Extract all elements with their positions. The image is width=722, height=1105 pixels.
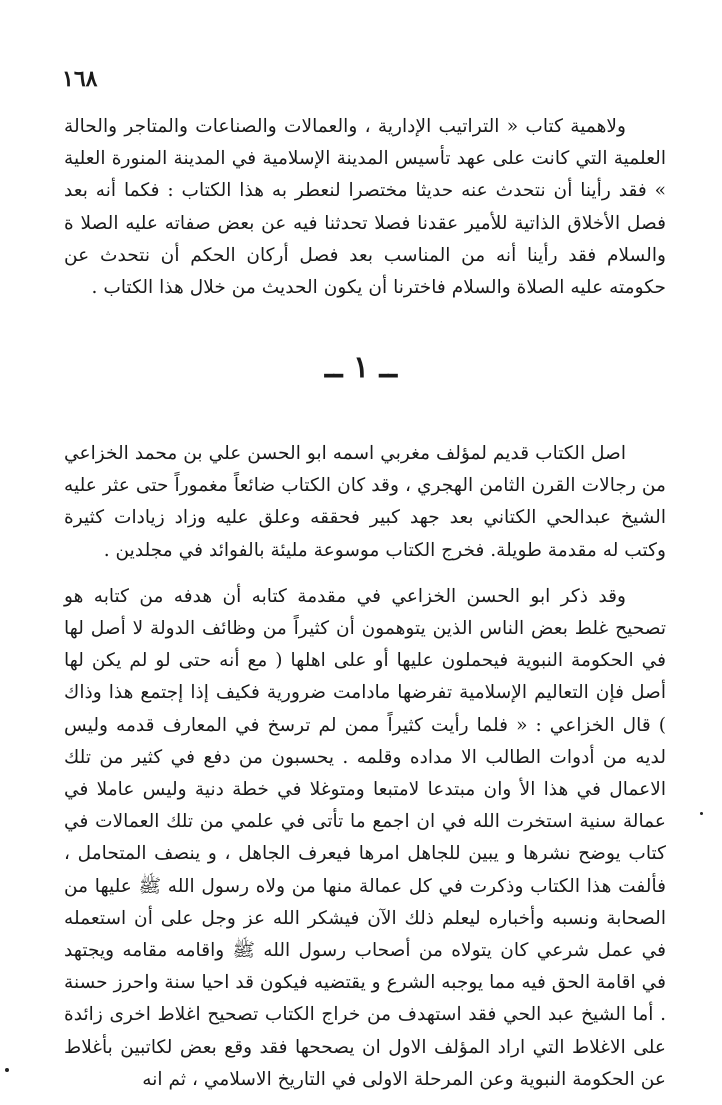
intro-block [64,111,666,304]
scan-speck [700,812,703,815]
intro-paragraph: ولاهمية كتاب « التراتيب الإدارية ، والعمالات والصناعات والمتاجر والحالة العلمية التي كانت على عهد تأسيس المدينة الإسلامية في المدينة المنورة العلية » فقد رأينا أن نتحدث عنه حديثا مختصرا لنعطر به هذا الكتاب : فكما أنه بعد فصل الأخلاق الذاتية للأمير عقدنا فصلا تحدثنا فيه عن بعض صفاته عليه الصلا ة والسلام فقد رأينا أنه من المناسب بعد فصل أركان الحكم أن نتحدث عن حكومته عليه الصلاة والسلام فاخترنا أن يكون الحديث من خلال هذا الكتاب . [64,116,666,299]
body-text-block [64,438,666,1096]
page-number: ١٦٨ [62,66,98,92]
body-paragraph-2: وقد ذكر ابو الحسن الخزاعي في مقدمة كتابه أن هدفه من كتابه هو تصحيح غلط بعض الناس الذين يتوهمون أن كثيراً من وظائف الدولة لا أصل لها في الحكومة النبوية فيحملون عليها أو على اهلها ( مع أنه حتى لو لم يكن لها أصل فإن التعاليم الإسلامية تفرضها مادامت ضرورية فكيف إذا إجتمع هذا وذاك ) قال الخزاعي : « فلما رأيت كثيراً ممن لم ترسخ في المعارف قدمه وليس لديه من أدوات الطالب الا مداده وقلمه . يحسبون من دفع في كثير من تلك الاعمال في هذا الأ وان مبتدعا لامتبعا ومتوغلا في خطة دنية وليس عاملا في عمالة سنية استخرت الله في ان اجمع ما تأتى في علمي من تلك العمالات في كتاب يوضح نشرها و يبين للجاهل امرها فيعرف الجاهل ، و ينصف المتحامل ، فألفت هذا الكتاب وذكرت في كل عمالة منها من ولاه رسول الله ﷺ عليها من الصحابة ونسبه وأخباره ليعلم ذلك الآن فيشكر الله عز وجل على أن استعمله في عمل شرعي كان يتولاه من أصحاب رسول الله ﷺ واقامه مقامه ويجتهد في اقامة الحق فيه مما يوجبه الشرع و يقتضيه فيكون قد احيا سنة واحرز حسنة . أما الشيخ عبد الحي فقد استهدف من خراج الكتاب تصحيح اغلاط اخرى زائدة على الاغلاط التي اراد المؤلف الاول ان يصححها فقد وقع بعض لكاتبين بأغلاط عن الحكومة النبوية وعن المرحلة الاولى في التاريخ الاسلامي ، ثم انه [64,585,666,1090]
body-paragraph-1: اصل الكتاب قديم لمؤلف مغربي اسمه ابو الحسن علي بن محمد الخزاعي من رجالات القرن الثامن الهجري ، وقد كان الكتاب ضائعاً مغموراً حتى عثر عليه الشيخ عبدالحي الكتاني بعد جهد كبير فحققه وعلق عليه وزاد زيادات كثيرة وكتب له مقدمة طويلة. فخرج الكتاب موسوعة مليئة بالفوائد في مجلدين . [64,443,666,561]
section-number-heading: ــ ١ ــ [324,350,398,385]
scan-speck [5,1068,9,1072]
